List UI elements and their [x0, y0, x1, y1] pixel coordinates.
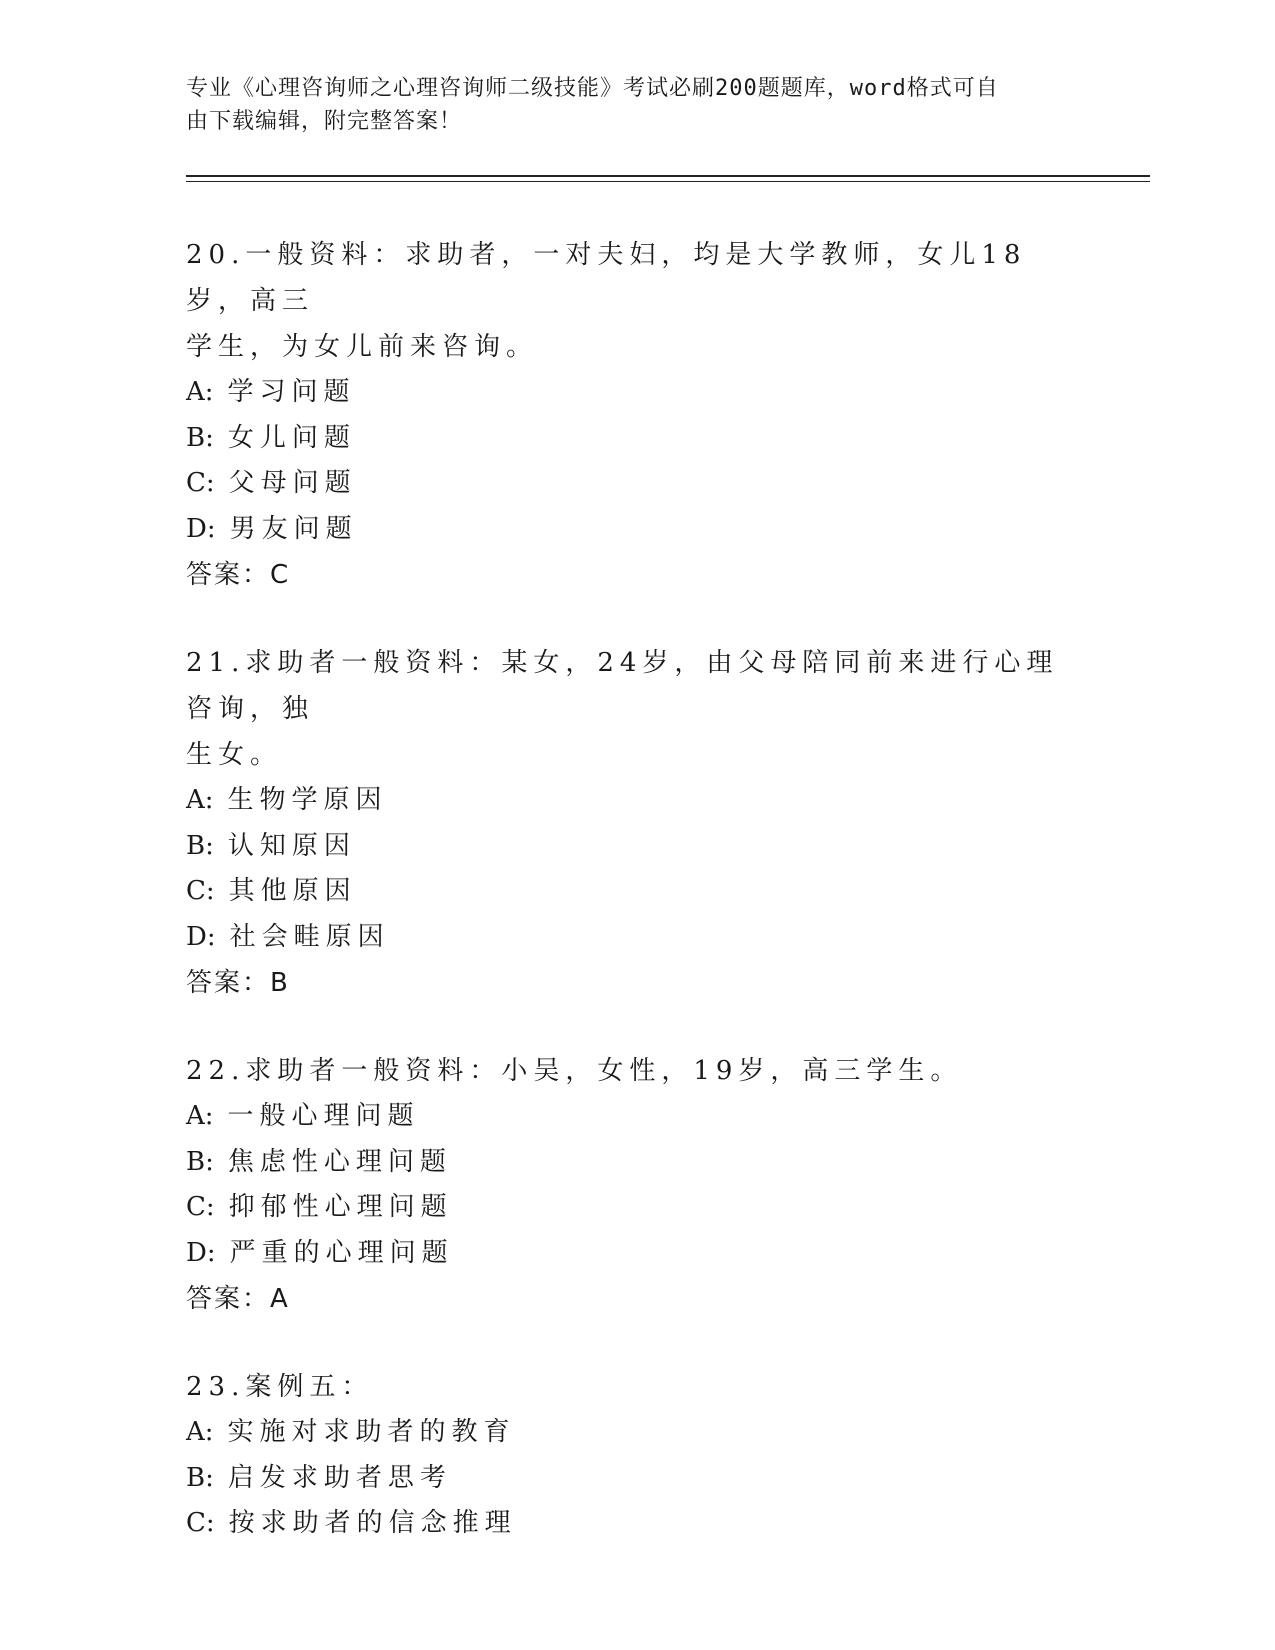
option-a: [186, 778, 1086, 824]
option-text: 女儿问题: [227, 422, 356, 453]
option-text: 焦虑性心理问题: [227, 1146, 452, 1177]
option-text: 实施对求助者的教育: [227, 1417, 516, 1447]
option-b: [186, 1140, 1086, 1186]
header-line-1: 专业《心理咨询师之心理咨询师二级技能》考试必刷200题题库，word格式可自: [186, 76, 999, 101]
stem-line: 学生，为女儿前来咨询。: [186, 332, 539, 362]
question-stem: [186, 232, 1086, 370]
option-key: A:: [186, 377, 214, 407]
option-key: A:: [186, 785, 214, 815]
option-b: [186, 1456, 1086, 1502]
option-c: [186, 869, 1086, 915]
option-text: 按求助者的信念推理: [228, 1508, 517, 1538]
option-text: 严重的心理问题: [229, 1237, 454, 1268]
stem-line: 21.求助者一般资料：某女，24岁，由父母陪同前来进行心理咨询，独: [186, 648, 1059, 724]
question-20: [186, 232, 1086, 598]
question-stem: [186, 1364, 1086, 1410]
option-a: [186, 370, 1086, 416]
question-21: [186, 640, 1086, 1006]
stem-line: 23.案例五：: [186, 1372, 374, 1402]
option-key: D:: [186, 1237, 216, 1268]
option-key: A:: [186, 1101, 214, 1131]
option-c: [186, 461, 1086, 507]
question-stem: [186, 1048, 1086, 1094]
question-22: [186, 1048, 1086, 1322]
option-key: D:: [186, 513, 216, 544]
answer-line: 答案：C: [186, 560, 291, 590]
question-list: [186, 232, 1086, 1589]
header-line-2: 由下载编辑，附完整答案！: [186, 109, 463, 134]
option-key: C:: [186, 468, 215, 498]
option-c: [186, 1185, 1086, 1231]
option-text: 父母问题: [228, 468, 357, 498]
option-key: C:: [186, 876, 215, 906]
option-d: [186, 507, 1086, 553]
stem-line: 22.求助者一般资料：小吴，女性，19岁，高三学生。: [186, 1056, 963, 1086]
option-c: [186, 1501, 1086, 1547]
stem-line: 20.一般资料：求助者，一对夫妇，均是大学教师，女儿18岁，高三: [186, 240, 1027, 316]
option-text: 认知原因: [227, 830, 356, 861]
option-key: B:: [186, 1146, 214, 1177]
option-a: [186, 1410, 1086, 1456]
question-23: [186, 1364, 1086, 1547]
question-stem: [186, 640, 1086, 778]
option-text: 其他原因: [228, 876, 357, 906]
option-d: [186, 1231, 1086, 1277]
answer-line: 答案：A: [186, 1284, 290, 1314]
header-divider-thick: [186, 175, 1150, 177]
option-text: 生物学原因: [227, 785, 388, 815]
option-key: D:: [186, 921, 216, 952]
option-text: 启发求助者思考: [227, 1462, 452, 1493]
option-key: A:: [186, 1417, 214, 1447]
option-key: B:: [186, 422, 214, 453]
option-text: 一般心理问题: [227, 1101, 420, 1131]
option-text: 男友问题: [229, 513, 358, 544]
option-key: C:: [186, 1508, 215, 1538]
option-key: B:: [186, 1462, 214, 1493]
option-text: 抑郁性心理问题: [228, 1192, 453, 1222]
stem-line: 生女。: [186, 740, 283, 770]
answer-line: 答案：B: [186, 968, 290, 998]
option-key: B:: [186, 830, 214, 861]
option-b: [186, 824, 1086, 870]
option-text: 社会畦原因: [229, 921, 390, 952]
option-b: [186, 416, 1086, 462]
option-key: C:: [186, 1192, 215, 1222]
option-d: [186, 915, 1086, 961]
document-header: [186, 72, 1086, 138]
header-divider-thin: [186, 181, 1150, 182]
option-a: [186, 1094, 1086, 1140]
option-text: 学习问题: [227, 377, 356, 407]
